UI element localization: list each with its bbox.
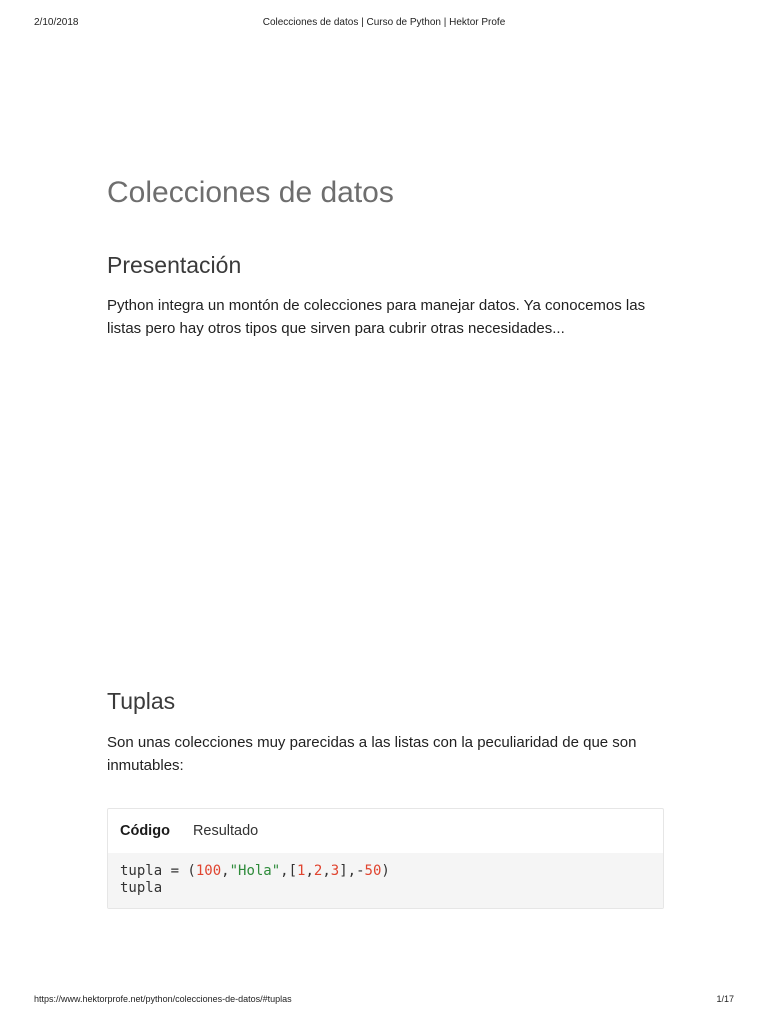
code-token-num: 3 — [330, 863, 340, 879]
page-title: Colecciones de datos — [107, 176, 394, 209]
print-page-title: Colecciones de datos | Curso de Python | Hektor Profe — [262, 17, 506, 28]
print-url: https://www.hektorprofe.net/python/colecciones-de-datos/#tuplas — [34, 994, 292, 1004]
print-header — [34, 17, 734, 31]
section-heading-tuplas: Tuplas — [107, 688, 176, 714]
print-date: 2/10/2018 — [34, 17, 79, 28]
code-tabs — [108, 809, 663, 853]
tab-codigo[interactable]: Código — [120, 823, 170, 839]
section-heading-presentacion: Presentación — [107, 252, 242, 278]
code-token-plain: ) — [381, 863, 390, 879]
code-token-num: 50 — [364, 863, 382, 879]
section-text-tuplas: Son unas colecciones muy parecidas a las listas con la peculiaridad de que son inmutables: — [107, 734, 637, 774]
code-token-str: "Hola" — [229, 863, 281, 879]
code-token-plain: ],- — [339, 863, 365, 879]
page-number: 1/17 — [716, 994, 734, 1004]
code-token-num: 2 — [313, 863, 323, 879]
code-token-plain: , — [322, 863, 331, 879]
code-example — [107, 808, 664, 909]
code-token-plain: tupla = ( — [120, 863, 196, 879]
code-token-num: 100 — [195, 863, 222, 879]
code-token-plain: ,[ — [280, 863, 298, 879]
print-footer — [34, 994, 734, 1008]
tab-resultado[interactable]: Resultado — [192, 823, 259, 839]
code-line — [120, 880, 651, 897]
code-line — [120, 863, 651, 880]
code-token-plain: , — [305, 863, 314, 879]
section-text-presentacion: Python integra un montón de colecciones para manejar datos. Ya conocemos las listas pero hay otros tipos que sirven para cubrir otras necesidades... — [107, 297, 646, 337]
code-token-num: 1 — [297, 863, 306, 879]
code-token-plain: , — [221, 863, 230, 879]
code-token-plain: tupla — [120, 880, 163, 896]
code-content — [108, 853, 663, 908]
